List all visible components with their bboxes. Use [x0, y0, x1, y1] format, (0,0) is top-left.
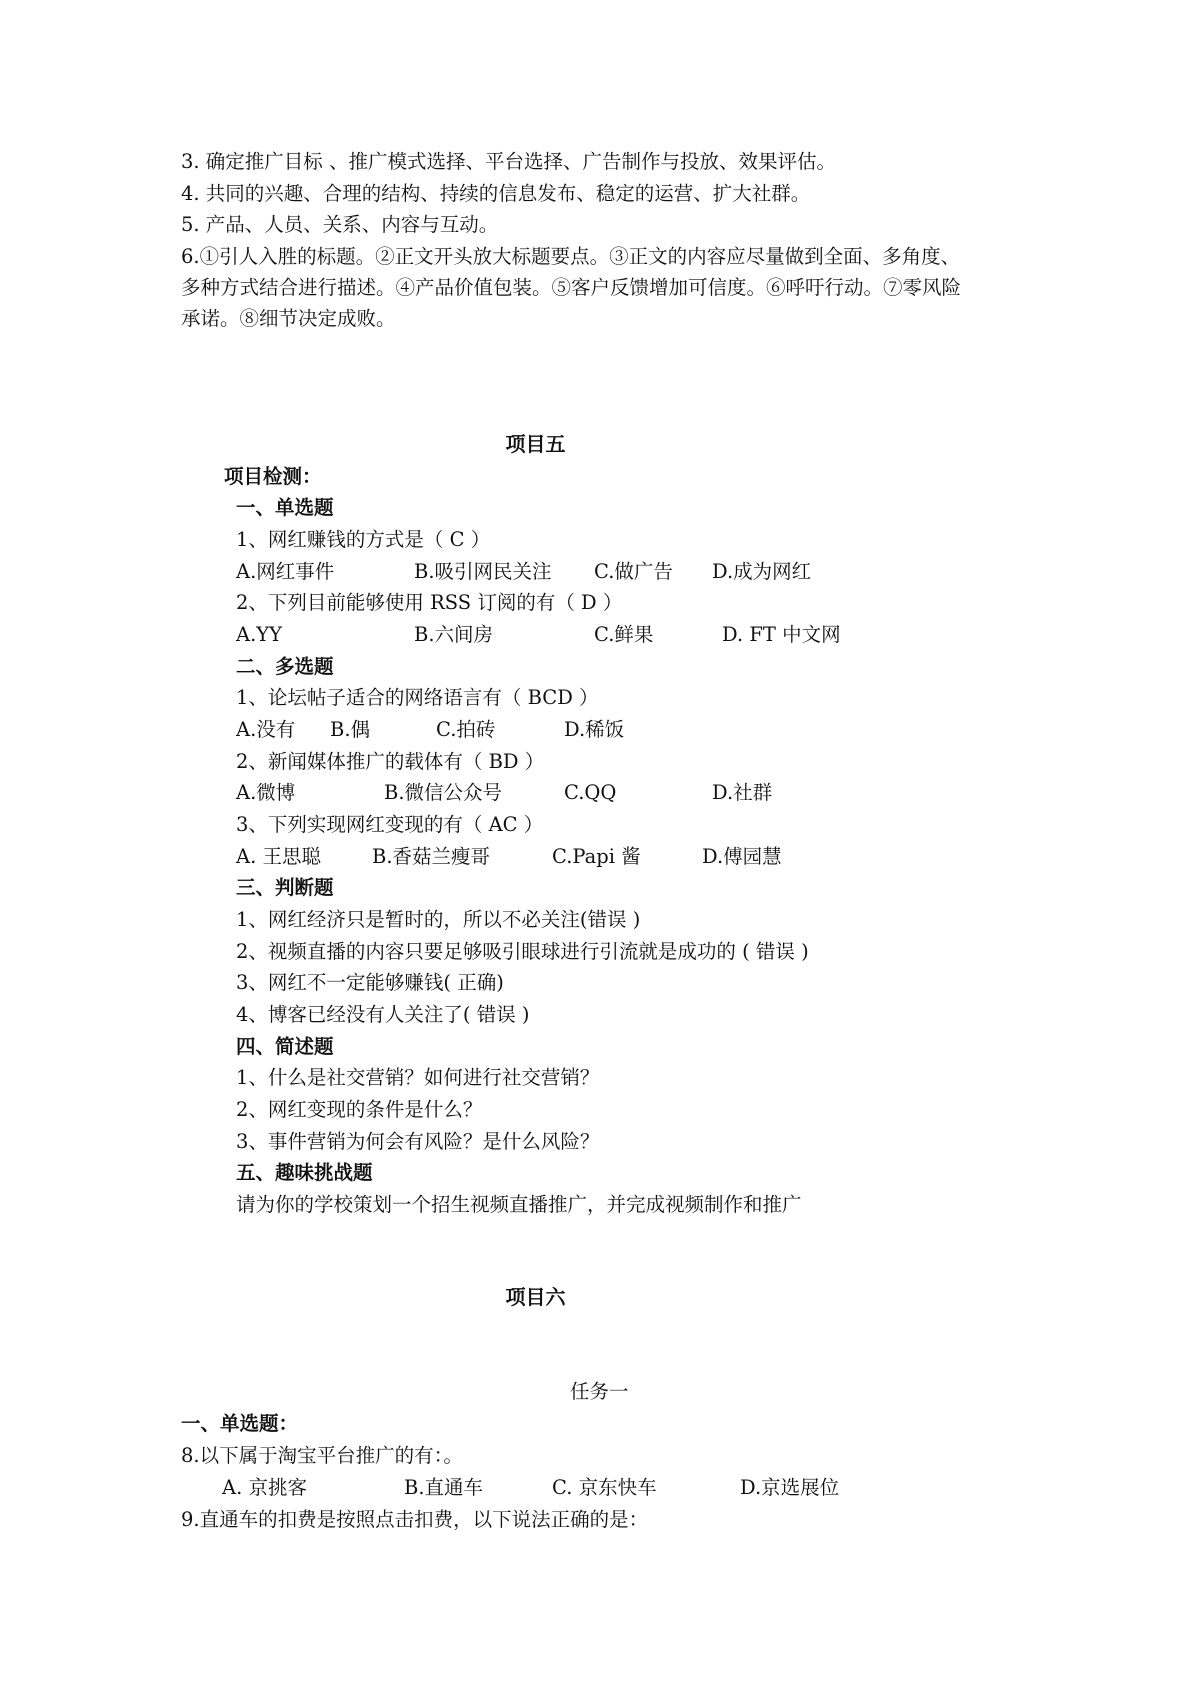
question-8: 8.以下属于淘宝平台推广的有：。	[181, 1444, 463, 1467]
answer-6-line-1: 6.①引人入胜的标题。②正文开头放大标题要点。③正文的内容应尽量做到全面、多角度、	[181, 245, 961, 268]
mc-q1-option-c: C.拍砖	[436, 718, 496, 741]
q8-option-c: C. 京东快车	[552, 1476, 657, 1499]
sc-q2-option-a: A.YY	[236, 623, 283, 646]
tf-question-1: 1、网红经济只是暂时的，所以不必关注(错误 )	[236, 908, 641, 931]
answer-3: 3. 确定推广目标 、推广模式选择、平台选择、广告制作与投放、效果评估。	[181, 150, 837, 173]
sa-question-1: 1、什么是社交营销？如何进行社交营销？	[236, 1066, 600, 1089]
sc-q1-option-a: A.网红事件	[236, 560, 335, 583]
sc-q1-option-b: B.吸引网民关注	[414, 560, 552, 583]
section-single-choice-heading: 一、单选题	[236, 496, 334, 519]
project5-check-heading: 项目检测：	[224, 465, 322, 488]
mc-q2-option-b: B.微信公众号	[384, 781, 503, 804]
answer-6-line-2: 多种方式结合进行描述。④产品价值包装。⑤客户反馈增加可信度。⑥呼吁行动。⑦零风险	[181, 276, 962, 299]
sc-q2-option-d: D. FT 中文网	[722, 623, 841, 646]
sc-q1-option-c: C.做广告	[594, 560, 673, 583]
q8-option-a: A. 京挑客	[222, 1476, 307, 1499]
project5-title: 项目五	[505, 432, 566, 456]
mc-q3-option-d: D.傅园慧	[702, 845, 782, 868]
mc-q2-option-a: A.微博	[236, 781, 296, 804]
tf-question-4: 4、博客已经没有人关注了( 错误 )	[236, 1003, 530, 1026]
answer-4: 4. 共同的兴趣、合理的结构、持续的信息发布、稳定的运营、扩大社群。	[181, 182, 811, 205]
sa-question-2: 2、网红变现的条件是什么？	[236, 1098, 483, 1121]
mc-question-2: 2、新闻媒体推广的载体有（ BD ）	[236, 750, 545, 773]
challenge-text: 请为你的学校策划一个招生视频直播推广，并完成视频制作和推广	[236, 1193, 802, 1216]
answer-5: 5. 产品、人员、关系、内容与互动。	[181, 213, 499, 236]
project6-title: 项目六	[505, 1285, 566, 1309]
tf-question-2: 2、视频直播的内容只要足够吸引眼球进行引流就是成功的 ( 错误 )	[236, 940, 809, 963]
sc-question-1: 1、网红赚钱的方式是（ C ）	[236, 528, 491, 551]
answer-6-line-3: 承诺。⑧细节决定成败。	[181, 307, 396, 330]
sc-q2-option-c: C.鲜果	[594, 623, 654, 646]
sc-q1-option-d: D.成为网红	[712, 560, 812, 583]
mc-question-3: 3、下列实现网红变现的有（ AC ）	[236, 813, 544, 836]
mc-q2-option-d: D.社群	[712, 781, 773, 804]
sa-question-3: 3、事件营销为何会有风险？是什么风险？	[236, 1130, 600, 1153]
tf-question-3: 3、网红不一定能够赚钱( 正确)	[236, 971, 504, 994]
mc-q2-option-c: C.QQ	[564, 781, 617, 804]
mc-q1-option-d: D.稀饭	[564, 718, 625, 741]
section-short-answer-heading: 四、简述题	[236, 1035, 334, 1058]
project6-single-choice-heading: 一、单选题：	[181, 1412, 299, 1435]
sc-q2-option-b: B.六间房	[414, 623, 494, 646]
q8-option-d: D.京选展位	[740, 1476, 840, 1499]
section-challenge-heading: 五、趣味挑战题	[236, 1161, 373, 1184]
mc-q3-option-a: A. 王思聪	[236, 845, 321, 868]
question-9: 9.直通车的扣费是按照点击扣费，以下说法正确的是：	[181, 1508, 649, 1531]
section-true-false-heading: 三、判断题	[236, 876, 334, 899]
mc-q1-option-a: A.没有	[236, 718, 296, 741]
mc-q3-option-c: C.Papi 酱	[552, 845, 641, 868]
q8-option-b: B.直通车	[404, 1476, 484, 1499]
mc-q1-option-b: B.偶	[330, 718, 371, 741]
mc-question-1: 1、论坛帖子适合的网络语言有（ BCD ）	[236, 686, 599, 709]
section-multi-choice-heading: 二、多选题	[236, 655, 334, 678]
sc-question-2: 2、下列目前能够使用 RSS 订阅的有（ D ）	[236, 591, 623, 614]
mc-q3-option-b: B.香菇兰瘦哥	[372, 845, 491, 868]
task-one-title: 任务一	[570, 1380, 629, 1403]
